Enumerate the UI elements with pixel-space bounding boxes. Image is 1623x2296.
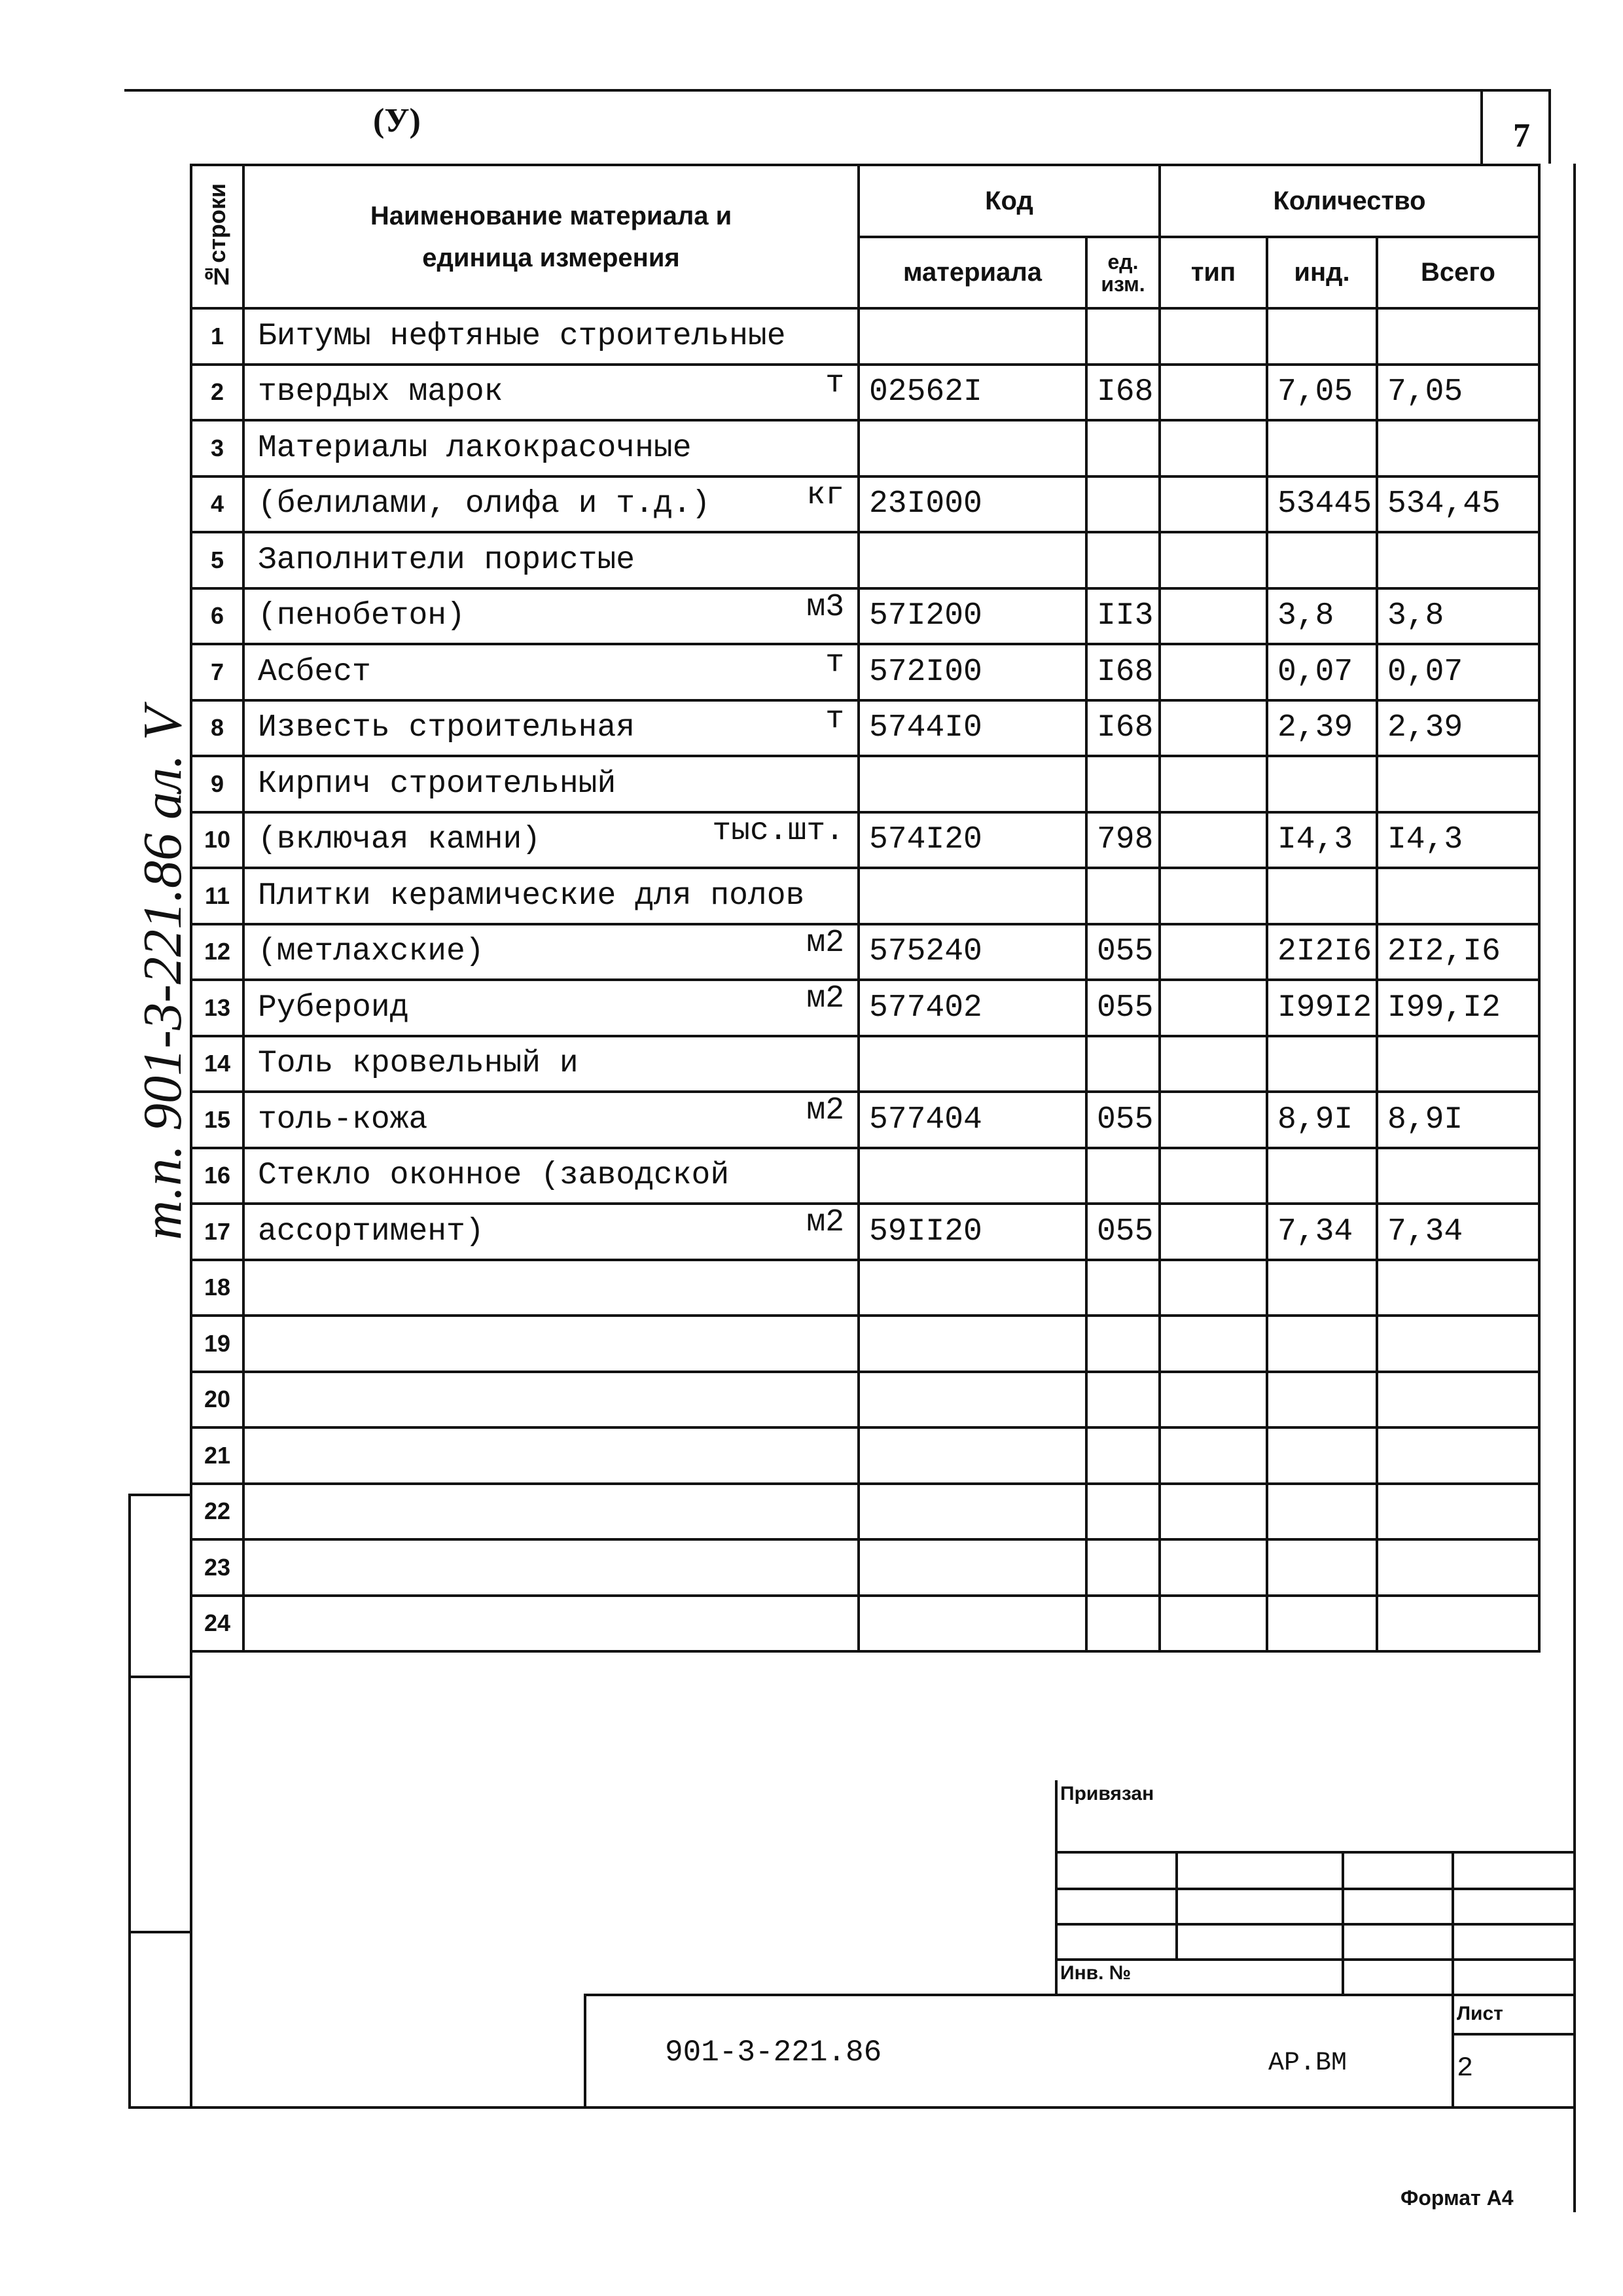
material-name-cell: [243, 1596, 859, 1652]
material-name-cell: [243, 1427, 859, 1484]
table-row: [191, 532, 1539, 588]
unit-code-cell: [1086, 1484, 1160, 1540]
qty-total-cell: [1377, 1484, 1539, 1540]
material-name-text: Плитки керамические для полов: [258, 878, 805, 914]
sheet-cell-divider: [1452, 2033, 1576, 2036]
material-unit: т: [825, 701, 844, 737]
unit-code-cell: [1086, 868, 1160, 924]
unit-code-cell: [1086, 1596, 1160, 1652]
row-number-cell: 10: [191, 812, 243, 869]
qty-type-cell: [1160, 924, 1267, 980]
right-rule-full: [1573, 164, 1576, 2212]
margin-box-top: [128, 1494, 190, 1496]
sheet-number: 2: [1457, 2053, 1474, 2084]
qty-type-cell: [1160, 1484, 1267, 1540]
margin-box-mid1: [128, 1676, 190, 1678]
variant-marker: (У): [373, 102, 421, 139]
qty-total-cell: [1377, 1260, 1539, 1316]
material-name-text: (белилами, олифа и т.д.): [258, 486, 711, 522]
row-number-cell: 5: [191, 532, 243, 588]
header-code-unit: [1086, 237, 1160, 308]
row-number-cell: 14: [191, 1036, 243, 1092]
table-row: [191, 924, 1539, 980]
unit-code-cell: 798: [1086, 812, 1160, 869]
unit-code-cell: [1086, 1316, 1160, 1372]
table-row: [191, 420, 1539, 476]
stamp-col-3: [1452, 1851, 1454, 2106]
qty-ind-cell: [1267, 868, 1377, 924]
title-block-top: [584, 1994, 1576, 1996]
table-row: [191, 1316, 1539, 1372]
inv-label: Инв. №: [1060, 1962, 1132, 1984]
material-name-text: Толь кровельный и: [258, 1046, 579, 1082]
stamp-row-1: [1055, 1851, 1576, 1854]
table-row: [191, 980, 1539, 1036]
header-qty-ind: инд.: [1267, 237, 1377, 308]
material-code-cell: 59II20: [859, 1204, 1086, 1260]
stamp-col-1: [1175, 1851, 1178, 1961]
material-unit: тыс.шт.: [712, 813, 844, 849]
qty-type-cell: [1160, 756, 1267, 812]
qty-ind-cell: [1267, 420, 1377, 476]
unit-code-cell: [1086, 1260, 1160, 1316]
table-row: [191, 1036, 1539, 1092]
material-unit: м2: [806, 1093, 844, 1128]
qty-type-cell: [1160, 365, 1267, 421]
header-row-number: [191, 165, 243, 308]
qty-total-cell: [1377, 1372, 1539, 1428]
material-code-cell: [859, 308, 1086, 365]
row-number-cell: 9: [191, 756, 243, 812]
material-name-text: (пенобетон): [258, 598, 465, 634]
qty-type-cell: [1160, 1427, 1267, 1484]
qty-type-cell: [1160, 868, 1267, 924]
row-number-cell: 18: [191, 1260, 243, 1316]
header-qty-total: Всего: [1377, 237, 1539, 308]
qty-ind-cell: [1267, 308, 1377, 365]
material-code-cell: [859, 1316, 1086, 1372]
material-name-text: твердых марок: [258, 374, 503, 410]
qty-ind-cell: 2I2I6: [1267, 924, 1377, 980]
bound-label: Привязан: [1060, 1783, 1154, 1804]
qty-type-cell: [1160, 476, 1267, 533]
qty-ind-cell: 0,07: [1267, 644, 1377, 700]
table-row: [191, 365, 1539, 421]
table-row: [191, 588, 1539, 645]
top-rule: [124, 89, 1551, 92]
page-number: 7: [1513, 117, 1530, 154]
materials-table: [190, 164, 1541, 1653]
row-number-cell: 20: [191, 1372, 243, 1428]
qty-ind-cell: [1267, 756, 1377, 812]
material-code-cell: 574I20: [859, 812, 1086, 869]
qty-type-cell: [1160, 700, 1267, 757]
row-number-cell: 4: [191, 476, 243, 533]
qty-ind-cell: I99I2: [1267, 980, 1377, 1036]
side-code-text: т.п. 901-3-221.86 ал. V: [132, 707, 193, 1240]
material-name-cell: [243, 1260, 859, 1316]
material-code-cell: [859, 1036, 1086, 1092]
header-quantity-group: Количество: [1160, 165, 1539, 237]
material-name-text: Известь строительная: [258, 710, 635, 746]
unit-code-cell: I68: [1086, 644, 1160, 700]
row-number-cell: 19: [191, 1316, 243, 1372]
qty-ind-cell: 3,8: [1267, 588, 1377, 645]
material-unit: т: [825, 365, 844, 401]
material-name-text: толь-кожа: [258, 1102, 428, 1138]
qty-type-cell: [1160, 308, 1267, 365]
unit-code-cell: I68: [1086, 700, 1160, 757]
material-unit: м2: [806, 1205, 844, 1240]
material-name-text: Асбест: [258, 654, 371, 690]
material-name-cell: [243, 532, 859, 588]
material-code-cell: [859, 756, 1086, 812]
material-code-cell: 577402: [859, 980, 1086, 1036]
material-name-text: Заполнители пористые: [258, 542, 635, 578]
qty-ind-cell: [1267, 1260, 1377, 1316]
material-name-cell: [243, 812, 859, 869]
table-row: [191, 1427, 1539, 1484]
qty-total-cell: [1377, 1036, 1539, 1092]
qty-ind-cell: [1267, 1427, 1377, 1484]
material-name-cell: [243, 756, 859, 812]
material-code-cell: [859, 1596, 1086, 1652]
header-material-name-text: Наименование материала и единица измерения: [370, 201, 732, 272]
qty-ind-cell: [1267, 532, 1377, 588]
material-code-cell: 57I200: [859, 588, 1086, 645]
qty-type-cell: [1160, 812, 1267, 869]
header-row-number-text: №строки: [204, 183, 230, 290]
qty-total-cell: 2,39: [1377, 700, 1539, 757]
row-number-cell: 3: [191, 420, 243, 476]
material-unit: кг: [806, 477, 844, 513]
qty-type-cell: [1160, 644, 1267, 700]
qty-total-cell: I99,I2: [1377, 980, 1539, 1036]
material-name-cell: [243, 1148, 859, 1204]
material-code-cell: [859, 1484, 1086, 1540]
material-unit: м2: [806, 925, 844, 961]
table-row: [191, 1372, 1539, 1428]
material-name-text: Битумы нефтяные строительные: [258, 318, 786, 354]
material-name-text: Стекло оконное (заводской: [258, 1158, 730, 1194]
unit-code-cell: [1086, 1036, 1160, 1092]
sheet-label: Лист: [1457, 2003, 1503, 2024]
table-row: [191, 1260, 1539, 1316]
qty-total-cell: 7,05: [1377, 365, 1539, 421]
title-block-left: [584, 1994, 586, 2109]
qty-type-cell: [1160, 1036, 1267, 1092]
qty-ind-cell: 53445: [1267, 476, 1377, 533]
material-code-cell: [859, 1539, 1086, 1596]
material-name-cell: [243, 924, 859, 980]
unit-code-cell: I68: [1086, 365, 1160, 421]
table-row: [191, 476, 1539, 533]
row-number-cell: 17: [191, 1204, 243, 1260]
qty-ind-cell: [1267, 1036, 1377, 1092]
header-code-unit-text: ед. изм.: [1101, 249, 1145, 296]
qty-ind-cell: 7,05: [1267, 365, 1377, 421]
table-row: [191, 812, 1539, 869]
qty-type-cell: [1160, 1596, 1267, 1652]
stamp-col-2: [1342, 1851, 1344, 1995]
bottom-rule: [128, 2106, 1576, 2109]
material-name-text: (метлахские): [258, 934, 484, 970]
row-number-cell: 23: [191, 1539, 243, 1596]
row-number-cell: 1: [191, 308, 243, 365]
qty-ind-cell: [1267, 1372, 1377, 1428]
document-mark: АР.ВМ: [1268, 2049, 1347, 2078]
page-num-box-left: [1480, 89, 1483, 164]
qty-total-cell: [1377, 1316, 1539, 1372]
qty-total-cell: [1377, 532, 1539, 588]
table-row: [191, 1204, 1539, 1260]
qty-type-cell: [1160, 1092, 1267, 1148]
table-row: [191, 756, 1539, 812]
table-row: [191, 700, 1539, 757]
material-name-text: Рубероид: [258, 990, 409, 1026]
table-row: [191, 1484, 1539, 1540]
qty-ind-cell: [1267, 1148, 1377, 1204]
row-number-cell: 2: [191, 365, 243, 421]
table-row: [191, 868, 1539, 924]
material-unit: т: [825, 645, 844, 681]
material-code-cell: 577404: [859, 1092, 1086, 1148]
qty-total-cell: 7,34: [1377, 1204, 1539, 1260]
material-code-cell: [859, 1260, 1086, 1316]
material-name-cell: [243, 1316, 859, 1372]
material-code-cell: [859, 868, 1086, 924]
material-name-cell: [243, 476, 859, 533]
row-number-cell: 12: [191, 924, 243, 980]
material-name-text: Кирпич строительный: [258, 766, 616, 802]
material-name-cell: [243, 868, 859, 924]
unit-code-cell: 055: [1086, 1204, 1160, 1260]
qty-type-cell: [1160, 1204, 1267, 1260]
material-code-cell: 575240: [859, 924, 1086, 980]
qty-type-cell: [1160, 1372, 1267, 1428]
material-name-cell: [243, 1204, 859, 1260]
qty-type-cell: [1160, 1260, 1267, 1316]
material-code-cell: [859, 532, 1086, 588]
qty-ind-cell: 8,9I: [1267, 1092, 1377, 1148]
qty-type-cell: [1160, 588, 1267, 645]
qty-ind-cell: 7,34: [1267, 1204, 1377, 1260]
row-number-cell: 22: [191, 1484, 243, 1540]
material-code-cell: [859, 1372, 1086, 1428]
material-name-cell: [243, 420, 859, 476]
unit-code-cell: [1086, 1148, 1160, 1204]
qty-type-cell: [1160, 980, 1267, 1036]
unit-code-cell: [1086, 532, 1160, 588]
qty-ind-cell: 2,39: [1267, 700, 1377, 757]
unit-code-cell: [1086, 756, 1160, 812]
material-name-cell: [243, 1539, 859, 1596]
qty-ind-cell: I4,3: [1267, 812, 1377, 869]
qty-total-cell: 8,9I: [1377, 1092, 1539, 1148]
row-number-cell: 7: [191, 644, 243, 700]
material-code-cell: 23I000: [859, 476, 1086, 533]
material-unit: м3: [806, 589, 844, 625]
material-name-cell: [243, 365, 859, 421]
material-name-cell: [243, 1036, 859, 1092]
qty-type-cell: [1160, 1539, 1267, 1596]
unit-code-cell: 055: [1086, 980, 1160, 1036]
unit-code-cell: II3: [1086, 588, 1160, 645]
stamp-row-2: [1055, 1888, 1576, 1890]
material-code-cell: [859, 1427, 1086, 1484]
qty-total-cell: [1377, 1539, 1539, 1596]
material-code-cell: [859, 420, 1086, 476]
format-label: Формат А4: [1400, 2186, 1514, 2210]
table-row: [191, 1596, 1539, 1652]
stamp-row-3: [1055, 1923, 1576, 1926]
row-number-cell: 6: [191, 588, 243, 645]
unit-code-cell: 055: [1086, 924, 1160, 980]
material-name-cell: [243, 308, 859, 365]
qty-total-cell: [1377, 420, 1539, 476]
material-name-cell: [243, 644, 859, 700]
stamp-row-4: [1055, 1958, 1576, 1961]
material-code-cell: [859, 1148, 1086, 1204]
margin-box-left: [128, 1494, 131, 2109]
row-number-cell: 24: [191, 1596, 243, 1652]
qty-total-cell: I4,3: [1377, 812, 1539, 869]
table-row: [191, 308, 1539, 365]
table-row: [191, 1092, 1539, 1148]
table-row: [191, 1539, 1539, 1596]
material-unit: м2: [806, 981, 844, 1016]
material-name-text: (включая камни): [258, 822, 541, 858]
qty-total-cell: [1377, 1596, 1539, 1652]
row-number-cell: 13: [191, 980, 243, 1036]
qty-total-cell: 3,8: [1377, 588, 1539, 645]
header-qty-type: тип: [1160, 237, 1267, 308]
qty-type-cell: [1160, 1148, 1267, 1204]
qty-total-cell: [1377, 868, 1539, 924]
material-code-cell: 5744I0: [859, 700, 1086, 757]
material-name-cell: [243, 1484, 859, 1540]
material-name-cell: [243, 588, 859, 645]
unit-code-cell: [1086, 308, 1160, 365]
qty-ind-cell: [1267, 1484, 1377, 1540]
qty-total-cell: [1377, 1148, 1539, 1204]
row-number-cell: 16: [191, 1148, 243, 1204]
qty-type-cell: [1160, 420, 1267, 476]
qty-total-cell: 534,45: [1377, 476, 1539, 533]
material-name-text: ассортимент): [258, 1213, 484, 1249]
qty-total-cell: 0,07: [1377, 644, 1539, 700]
document-code: 901-3-221.86: [665, 2036, 882, 2070]
qty-ind-cell: [1267, 1539, 1377, 1596]
qty-total-cell: [1377, 308, 1539, 365]
material-name-cell: [243, 700, 859, 757]
qty-ind-cell: [1267, 1596, 1377, 1652]
margin-box-mid2: [128, 1931, 190, 1933]
unit-code-cell: [1086, 476, 1160, 533]
materials-table-body: [191, 308, 1539, 1651]
unit-code-cell: [1086, 1372, 1160, 1428]
unit-code-cell: [1086, 1427, 1160, 1484]
material-name-cell: [243, 980, 859, 1036]
material-code-cell: 572I00: [859, 644, 1086, 700]
header-code-material: материала: [859, 237, 1086, 308]
qty-total-cell: [1377, 1427, 1539, 1484]
unit-code-cell: [1086, 420, 1160, 476]
table-row: [191, 644, 1539, 700]
unit-code-cell: 055: [1086, 1092, 1160, 1148]
material-code-cell: 02562I: [859, 365, 1086, 421]
row-number-cell: 21: [191, 1427, 243, 1484]
row-number-cell: 8: [191, 700, 243, 757]
qty-type-cell: [1160, 532, 1267, 588]
header-code-group: Код: [859, 165, 1160, 237]
row-number-cell: 11: [191, 868, 243, 924]
material-name-cell: [243, 1372, 859, 1428]
table-left-ext: [190, 1649, 192, 2109]
row-number-cell: 15: [191, 1092, 243, 1148]
header-material-name: [243, 165, 859, 308]
material-name-text: Материалы лакокрасочные: [258, 430, 692, 466]
qty-total-cell: [1377, 756, 1539, 812]
table-row: [191, 1148, 1539, 1204]
material-name-cell: [243, 1092, 859, 1148]
qty-type-cell: [1160, 1316, 1267, 1372]
qty-total-cell: 2I2,I6: [1377, 924, 1539, 980]
unit-code-cell: [1086, 1539, 1160, 1596]
qty-ind-cell: [1267, 1316, 1377, 1372]
